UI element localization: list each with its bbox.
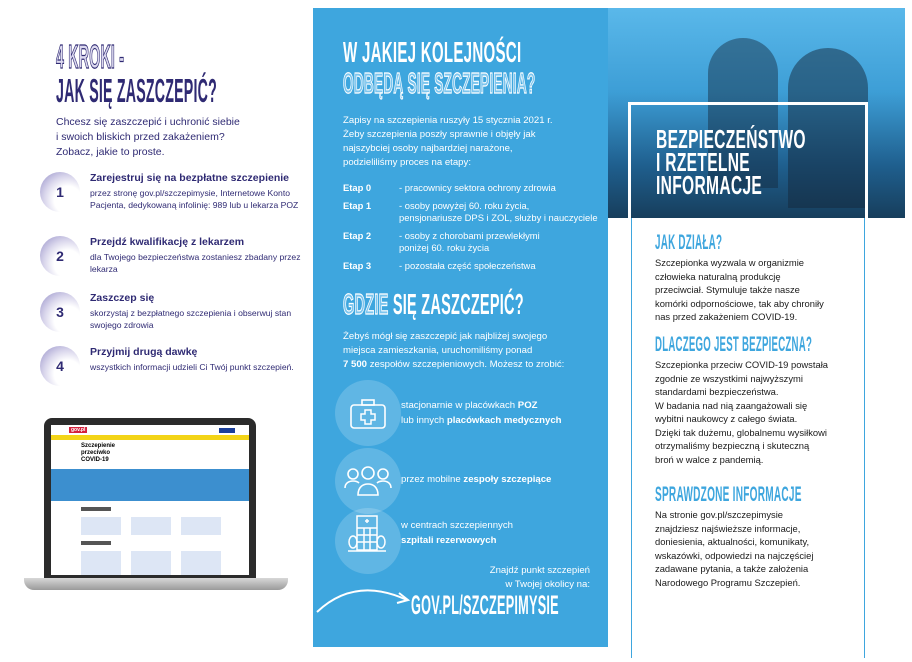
step-number: 4 [40, 346, 80, 386]
team-icon [343, 466, 393, 496]
section-line: W badania nad nią zaangażowali się [655, 399, 808, 411]
site-header [51, 425, 249, 435]
etap-sep: - [399, 200, 403, 211]
find-line: Znajdź punkt szczepień [489, 565, 590, 576]
option-bold: placówkach medycznych [446, 415, 562, 426]
arrow-icon [315, 576, 415, 616]
intro-line: Chcesz się zaszczepić i uchronić siebie [56, 116, 240, 128]
laptop-base [24, 578, 288, 590]
section-line: otrzymaliśmy bezpieczną i skuteczną [655, 440, 810, 451]
section-line: Szczepionka wyzwala w organizmie [655, 257, 805, 268]
etap-desc: poniżej 60. roku życia [399, 242, 490, 253]
section-line: znajdziesz najświeższe informacje, [655, 522, 801, 534]
etap-desc: pozostała część społeczeństwa [404, 260, 536, 271]
banner-line: I RZETELNE [656, 147, 751, 177]
title-line-1: 4 KROKI - [56, 38, 125, 75]
section-line: broń w walce z pandemią. [655, 453, 764, 465]
section-line: Szczepionka przeciw COVID-19 powstała [655, 359, 828, 370]
title-line-2: JAK SIĘ ZASZCZEPIĆ? [56, 72, 217, 109]
find-text [490, 564, 590, 592]
etap-desc: pracownicy sektora ochrony zdrowia [404, 182, 556, 193]
section-verified [655, 484, 912, 589]
etap-sep: - [399, 230, 403, 241]
section-line: wskazówki, odpowiedzi na najczęściej [655, 549, 814, 561]
section-title: DLACZEGO JEST BEZPIECZNA? [655, 333, 813, 356]
intro-line: Zapisy na szczepienia ruszyły 15 stycznia 2021 r. [343, 115, 553, 126]
option-text: stacjonarnie w placówkach [401, 400, 518, 411]
where-solid: SIĘ ZASZCZEPIĆ? [392, 289, 524, 321]
section-line: człowieka naturalną produkcję [655, 270, 781, 282]
section-line: komórki odpornościowe, tak aby chroniły [655, 297, 824, 309]
etap-2 [343, 230, 540, 254]
intro-line: miejsca zamieszkania, uruchomiliśmy ponad [343, 345, 533, 356]
section-line: doniesienia, aktualności, komunikaty, [655, 536, 810, 547]
section-how [655, 232, 855, 324]
step-title: Przejdź kwalifikację z lekarzem [90, 236, 245, 248]
banner-title [656, 124, 906, 200]
option-bold: zespoły szczepiące [463, 474, 552, 485]
intro-line: Zobacz, jakie to proste. [56, 146, 165, 158]
gov-url-link[interactable] [411, 590, 601, 621]
section-line: zgodnie ze wszystkimi najwyższymi [655, 372, 803, 384]
etap-label: Etap 0 [343, 182, 372, 193]
step-desc: dla Twojego bezpieczeństwa zostaniesz zbadany przez lekarza [90, 252, 301, 274]
etap-3 [343, 260, 536, 272]
section-line: standardami bezpieczeństwa. [655, 386, 779, 397]
step-title: Przyjmij drugą dawkę [90, 346, 198, 358]
step-4 [40, 346, 300, 396]
find-line: w Twojej okolicy na: [505, 579, 590, 590]
gov-url[interactable]: GOV.PL/SZCZEPIMYSIE [411, 590, 559, 620]
middle-panel [313, 8, 608, 647]
laptop-screen [51, 425, 249, 575]
step-desc: skorzystaj z bezpłatnego szczepienia i obserwuj stan swojego zdrowia [90, 308, 292, 330]
option-bold: szpitali rezerwowych [401, 535, 497, 546]
section-title: SPRAWDZONE INFORMACJE [655, 483, 802, 506]
medical-kit-icon [349, 398, 387, 430]
banner-line: INFORMACJE [656, 170, 763, 200]
section-line: Narodowego Programu Szczepień. [655, 576, 801, 588]
step-2 [40, 236, 300, 286]
section-line: Dzięki tak dużemu, globalnemu wysiłkowi [655, 426, 827, 438]
step-title: Zarejestruj się na bezpłatne szczepienie [90, 172, 289, 184]
etap-sep: - [399, 260, 403, 271]
site-page-title: Szczepienie przeciwko COVID-19 [81, 443, 116, 463]
middle-title-2: ODBĘDĄ SIĘ SZCZEPIENIA? [343, 68, 536, 100]
etap-label: Etap 2 [343, 230, 372, 241]
middle-intro [343, 114, 553, 170]
option-stationary [335, 380, 605, 446]
step-number: 2 [40, 236, 80, 276]
etap-desc: pensjonariusze DPS i ZOL, służby i nauczyciele [399, 212, 598, 223]
section-safe [655, 334, 912, 466]
option-text: przez mobilne [401, 474, 464, 485]
teams-count: 7 500 [343, 359, 368, 370]
intro-line: najszybciej osoby najbardziej narażone, [343, 143, 513, 154]
section-line: zadawane pytania, a także założenia [655, 563, 809, 574]
middle-title-1: W JAKIEJ KOLEJNOŚCI [343, 37, 522, 69]
option-text: w centrach szczepiennych [401, 520, 513, 531]
laptop-image [44, 418, 256, 578]
option-text: lub innych [401, 415, 447, 426]
hospital-icon [347, 514, 387, 554]
etap-desc: osoby z chorobami przewlekłymi [404, 230, 540, 241]
intro-line: zespołów szczepieniowych. Możesz to zrobić: [369, 359, 565, 370]
where-intro [343, 330, 564, 372]
step-title: Zaszczep się [90, 292, 155, 304]
step-number: 3 [40, 292, 80, 332]
option-bold: POZ [517, 400, 538, 411]
intro-line: Żebyś mógł się zaszczepić jak najbliżej swojego [343, 331, 548, 342]
option-mobile [335, 448, 605, 514]
site-logo: gov.pl [71, 427, 86, 433]
section-line: przeciwciał. Stymuluje także nasze [655, 284, 800, 295]
etap-sep: - [399, 182, 403, 193]
section-line: wybitni naukowcy z całego świata. [655, 413, 798, 424]
etap-0 [343, 182, 556, 194]
step-3 [40, 292, 300, 342]
intro-line: Żeby szczepienia poszły sprawnie i objęły jak [343, 129, 536, 140]
etap-1 [343, 200, 598, 224]
section-title: JAK DZIAŁA? [655, 231, 723, 254]
left-intro [56, 115, 296, 160]
banner-line: BEZPIECZEŃSTWO [656, 124, 806, 154]
etap-desc: osoby powyżej 60. roku życia, [404, 200, 530, 211]
section-line: Na stronie gov.pl/szczepimysie [655, 509, 783, 520]
intro-line: podzieliliśmy proces na etapy: [343, 157, 471, 168]
etap-label: Etap 3 [343, 260, 372, 271]
step-number: 1 [40, 172, 80, 212]
step-desc: przez stronę gov.pl/szczepimysie, Internetowe Konto Pacjenta, dedykowaną infolinię: 989 lub u lekarza POZ [90, 188, 299, 210]
step-desc: wszystkich informacji udzieli Ci Twój punkt szczepień. [90, 362, 294, 372]
section-line: nas przed zakażeniem COVID-19. [655, 311, 798, 322]
intro-line: i swoich bliskich przed zakażeniem? [56, 131, 225, 143]
etap-label: Etap 1 [343, 200, 372, 211]
step-1 [40, 172, 300, 222]
where-outline: GDZIE [343, 289, 389, 321]
